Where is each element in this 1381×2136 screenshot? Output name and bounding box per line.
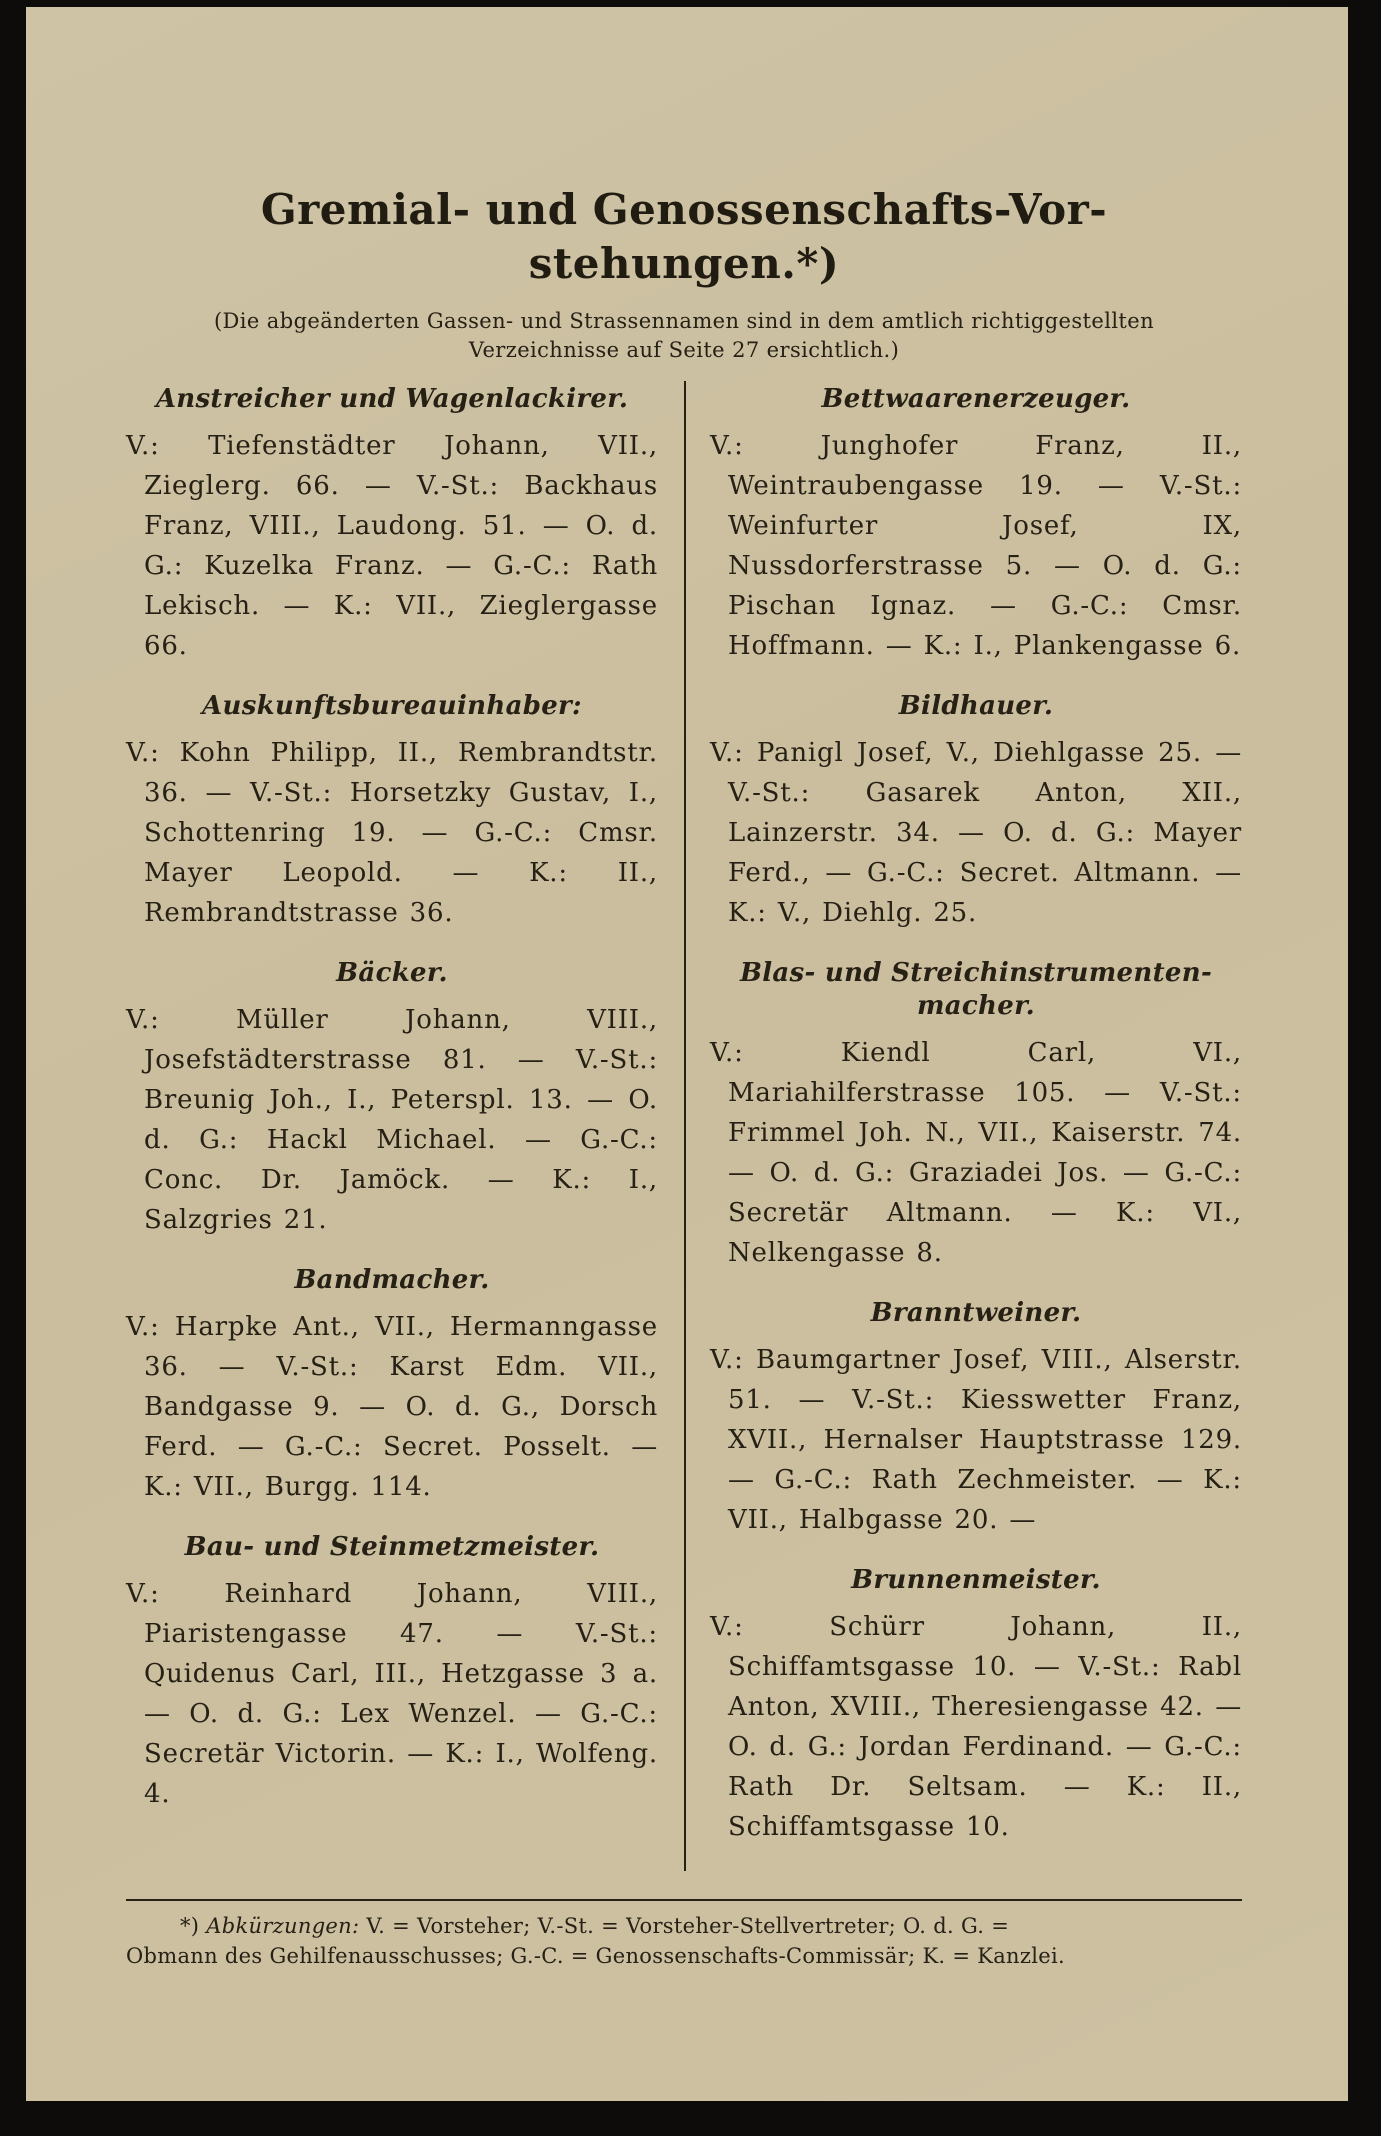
page-title-line1: Gremial- und Genossenschafts-Vor-: [260, 185, 1108, 234]
section-body: V.: Harpke Ant., VII., Hermanngasse 36. — V.-St.: Karst Edm. VII., Bandgasse 9. — O. d. G., Dorsch Ferd. — G.-C.: Secret. Posselt. — K.: VII., Burgg. 114.: [126, 1312, 658, 1502]
subtitle-line1: (Die abgeänderten Gassen- und Strassennamen sind in dem amtlich richtiggestellten: [213, 309, 1155, 333]
footnote-abbreviations-part1: V. = Vorsteher; V.-St. = Vorsteher-Stellvertreter; O. d. G. =: [366, 1914, 1010, 1938]
section-heading: Bandmacher.: [294, 1265, 490, 1295]
page-content: [26, 7, 1348, 1971]
section-body: V.: Baumgartner Josef, VIII., Alserstr. 51. — V.-St.: Kiesswetter Franz, XVII., Hernalser Hauptstrasse 129. — G.-C.: Rath Zechmeister. — K.: VII., Halbgasse 20. —: [710, 1345, 1242, 1535]
section-body: V.: Kiendl Carl, VI., Mariahilferstrasse 105. — V.-St.: Frimmel Joh. N., VII., Kaiserstr. 74. — O. d. G.: Graziadei Jos. — G.-C.: Secretär Altmann. — K.: VI., Nelkengasse 8.: [710, 1038, 1242, 1268]
section-body: V.: Müller Johann, VIII., Josefstädterstrasse 81. — V.-St.: Breunig Joh., I., Peterspl. 13. — O. d. G.: Hackl Michael. — G.-C.: Conc. Dr. Jamöck. — K.: I., Salzgries 21.: [126, 1005, 658, 1235]
page-subtitle: [126, 307, 1242, 365]
section-blas-und-streichinstrumentenmacher: [710, 957, 1242, 1273]
section-body: V.: Tiefenstädter Johann, VII., Zieglerg. 66. — V.-St.: Backhaus Franz, VIII., Laudong. 51. — O. d. G.: Kuzelka Franz. — G.-C.: Rath Lekisch. — K.: VII., Zieglergasse 66.: [126, 431, 658, 661]
section-body: V.: Schürr Johann, II., Schiffamtsgasse 10. — V.-St.: Rabl Anton, XVIII., Theresiengasse 42. — O. d. G.: Jordan Ferdinand. — G.-C.: Rath Dr. Seltsam. — K.: II., Schiffamtsgasse 10.: [710, 1612, 1242, 1842]
section-bau-und-steinmetzmeister: [126, 1531, 658, 1814]
section-anstreicher: [126, 383, 658, 666]
footnote-abbreviations-part2: Obmann des Gehilfenausschusses; G.-C. = Genossenschafts-Commissär; K. = Kanzlei.: [126, 1944, 1065, 1968]
section-heading: [710, 957, 1242, 1023]
document-page: [26, 7, 1348, 2101]
section-heading-line1: Blas- und Streichinstrumenten-: [739, 958, 1213, 988]
section-heading: Anstreicher und Wagenlackirer.: [155, 384, 629, 414]
section-auskunftsbureauinhaber: [126, 690, 658, 933]
section-body: V.: Kohn Philipp, II., Rembrandtstr. 36. — V.-St.: Horsetzky Gustav, I., Schottenring 19. — G.-C.: Cmsr. Mayer Leopold. — K.: II., Rembrandtstrasse 36.: [126, 738, 658, 928]
section-branntweiner: [710, 1297, 1242, 1540]
section-heading-line2: macher.: [916, 991, 1036, 1021]
footnote-line2: [126, 1941, 1242, 1971]
page-title: [126, 183, 1242, 291]
section-baecker: [126, 957, 658, 1240]
section-body: V.: Junghofer Franz, II., Weintraubengasse 19. — V.-St.: Weinfurter Josef, IX, Nussdorferstrasse 5. — O. d. G.: Pischan Ignaz. — G.-C.: Cmsr. Hoffmann. — K.: I., Plankengasse 6.: [710, 431, 1242, 661]
section-heading: Brunnenmeister.: [851, 1565, 1101, 1595]
footnote-label: Abkürzungen:: [206, 1914, 360, 1938]
footnote-line1: [126, 1911, 1242, 1941]
section-heading: Bau- und Steinmetzmeister.: [184, 1532, 600, 1562]
section-bettwaarenerzeuger: [710, 383, 1242, 666]
section-heading: Bäcker.: [336, 958, 448, 988]
footnote: [126, 1911, 1242, 1971]
section-body: V.: Panigl Josef, V., Diehlgasse 25. — V.-St.: Gasarek Anton, XII., Lainzerstr. 34. — O. d. G.: Mayer Ferd., — G.-C.: Secret. Altmann. — K.: V., Diehlg. 25.: [710, 738, 1242, 928]
left-column: [126, 381, 684, 1871]
section-bandmacher: [126, 1264, 658, 1507]
section-brunnenmeister: [710, 1564, 1242, 1847]
subtitle-line2: Verzeichnisse auf Seite 27 ersichtlich.): [468, 338, 900, 362]
section-heading: Bettwaarenerzeuger.: [821, 384, 1131, 414]
section-body: V.: Reinhard Johann, VIII., Piaristengasse 47. — V.-St.: Quidenus Carl, III., Hetzgasse 3 a. — O. d. G.: Lex Wenzel. — G.-C.: Secretär Victorin. — K.: I., Wolfeng. 4.: [126, 1579, 658, 1809]
section-heading: Branntweiner.: [870, 1298, 1082, 1328]
right-column: [684, 381, 1242, 1871]
two-column-directory: [126, 381, 1242, 1871]
section-heading: Auskunftsbureauinhaber:: [202, 691, 582, 721]
footnote-star-marker: *): [180, 1914, 200, 1938]
section-bildhauer: [710, 690, 1242, 933]
footnote-divider-rule: [126, 1899, 1242, 1901]
section-heading: Bildhauer.: [898, 691, 1054, 721]
page-title-line2: stehungen.*): [528, 239, 840, 288]
